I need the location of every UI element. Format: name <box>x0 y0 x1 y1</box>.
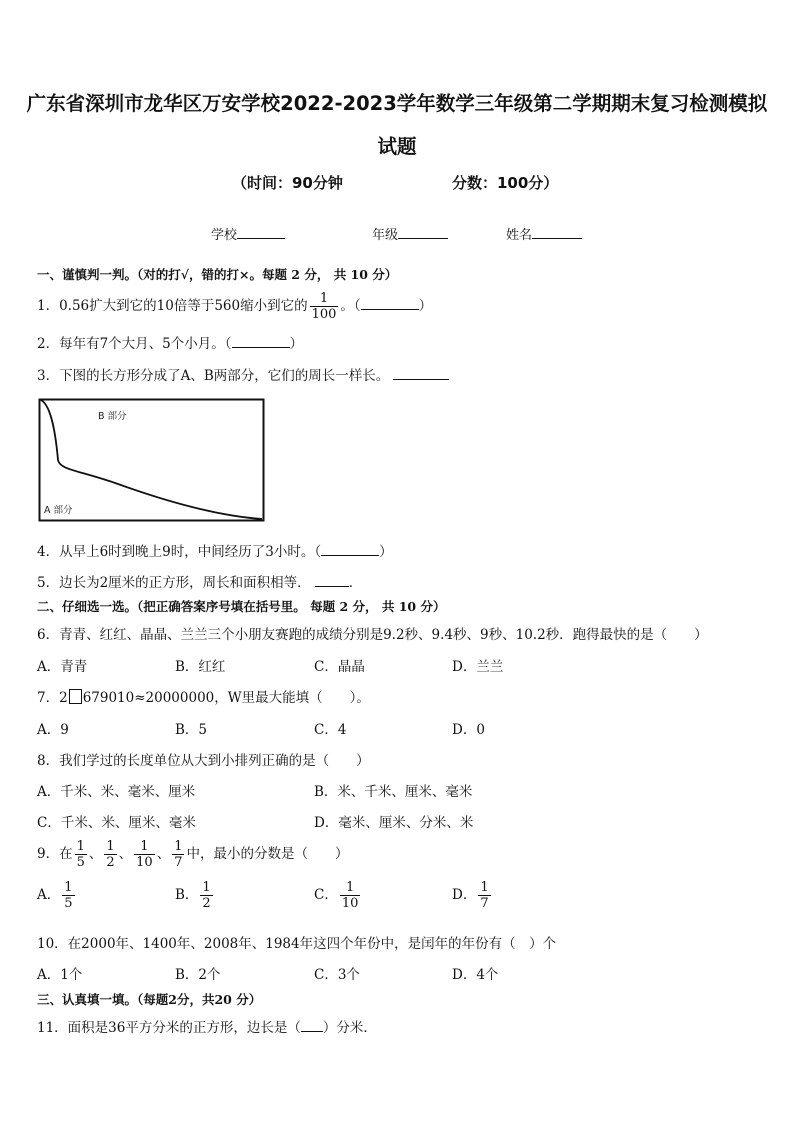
label-b-part: B 部分 <box>98 411 127 422</box>
question-5-text: 5．边长为2厘米的正方形，周长和面积相等． <box>37 575 311 591</box>
q10-option-c[interactable]: C．3个 <box>314 967 360 983</box>
fraction-1-2: $\frac{1}{2}$ <box>106 839 115 870</box>
q7-option-b[interactable]: B．5 <box>175 722 208 738</box>
question-9-prefix: 9．在 <box>37 846 73 862</box>
answer-blank-5[interactable] <box>315 586 349 587</box>
score-label: 分数：100分） <box>452 174 559 192</box>
question-9: 9．在 $\frac{1}{5}$ 、 $\frac{1}{2}$ 、 $\frac{1}{10}$ 、 $\frac{1}{7}$ 中，最小的分数是（ ） <box>37 839 349 870</box>
q9-option-b[interactable]: B． $\frac{1}{2}$ <box>175 880 211 911</box>
question-8: 8．我们学过的长度单位从大到小排列正确的是（ ） <box>37 753 370 769</box>
question-6: 6．青青、红红、晶晶、兰兰三个小朋友赛跑的成绩分别是9.2秒、9.4秒、9秒、10.2秒．跑得最快的是（ ） <box>37 627 708 643</box>
question-1-tail: 。（ <box>340 298 361 314</box>
question-5 <box>37 571 362 591</box>
question-9-tail: 中，最小的分数是（ ） <box>186 846 349 862</box>
q7-option-d[interactable]: D．0 <box>452 722 485 738</box>
page-title: 广东省深圳市龙华区万安学校2022-2023学年数学三年级第二学期期末复习检测模拟 <box>26 92 768 115</box>
section-heading-fill: 三、认真填一填。（每题2分，共20 分） <box>37 992 262 1007</box>
question-4-close: ） <box>379 544 393 560</box>
answer-blank-3[interactable] <box>393 379 449 380</box>
name-blank <box>532 238 582 239</box>
question-1-close: ） <box>418 298 433 314</box>
grade-blank <box>398 238 448 239</box>
q6-option-c[interactable]: C．晶晶 <box>314 659 365 675</box>
label-a-part: A 部分 <box>44 505 73 516</box>
section-heading-judge: 一、谨慎判一判。（对的打√，错的打×。每题 2 分， 共 10 分） <box>37 267 398 282</box>
blank-square-icon <box>69 689 82 704</box>
question-3 <box>37 364 449 384</box>
fraction-numerator: 1 <box>319 291 329 306</box>
rectangle-outline <box>40 400 264 521</box>
q7-option-a[interactable]: A．9 <box>37 722 69 738</box>
section-heading-choose: 二、仔细选一选。（把正确答案序号填在括号里。 每题 2 分， 共 10 分） <box>37 599 446 614</box>
school-field <box>211 224 285 243</box>
q6-option-d[interactable]: D．兰兰 <box>452 659 504 675</box>
q9-option-d[interactable]: D． $\frac{1}{7}$ <box>452 880 489 911</box>
time-label: （时间：90分钟 <box>232 174 343 192</box>
question-2-text: 2．每年有7个大月、5个小月。（ <box>37 336 232 352</box>
school-blank <box>237 238 285 239</box>
q7-option-c[interactable]: C．4 <box>314 722 347 738</box>
question-4-text: 4．从早上6时到晚上9时，中间经历了3小时。（ <box>37 544 322 560</box>
q10-option-d[interactable]: D．4个 <box>452 967 499 983</box>
fraction-1-5: $\frac{1}{5}$ <box>76 839 85 870</box>
q8-option-d[interactable]: D．毫米、厘米、分米、米 <box>314 815 474 831</box>
name-label: 姓名 <box>506 228 533 243</box>
question-2-close: ） <box>289 336 304 352</box>
question-2 <box>37 332 303 352</box>
question-11-text: 11．面积是36平方分米的正方形，边长是（ <box>37 1020 301 1036</box>
q6-option-a[interactable]: A．青青 <box>37 659 88 675</box>
question-10: 10．在2000年、1400年、2008年、1984年这四个年份中，是闰年的年份有（ ）个 <box>37 936 557 952</box>
question-11 <box>37 1016 377 1036</box>
grade-field <box>372 224 448 243</box>
fraction-denominator: 100 <box>311 307 337 322</box>
answer-blank-1[interactable] <box>361 309 419 310</box>
answer-blank-11[interactable] <box>301 1031 323 1032</box>
question-5-tail: ． <box>348 575 363 591</box>
question-1 <box>37 291 432 322</box>
q10-option-a[interactable]: A．1个 <box>37 967 83 983</box>
question-7-prefix: 7．2 <box>37 690 68 706</box>
q8-option-b[interactable]: B．米、千米、厘米、毫米 <box>314 784 473 800</box>
dividing-curve <box>41 400 262 519</box>
q6-option-b[interactable]: B．红红 <box>175 659 226 675</box>
question-7 <box>37 686 370 706</box>
answer-blank-4[interactable] <box>321 555 379 556</box>
q8-option-c[interactable]: C．千米、米、厘米、毫米 <box>37 815 196 831</box>
q8-option-a[interactable]: A．千米、米、毫米、厘米 <box>37 784 196 800</box>
q9-option-a[interactable]: A． $\frac{1}{5}$ <box>37 880 73 911</box>
grade-label: 年级 <box>372 228 399 243</box>
question-7-text: 679010≈20000000，W里最大能填（ ）。 <box>82 690 370 706</box>
q9-option-c[interactable]: C． $\frac{1}{10}$ <box>314 880 359 911</box>
q10-option-b[interactable]: B．2个 <box>175 967 221 983</box>
question-4 <box>37 540 393 560</box>
question-1-text: 1．0.56扩大到它的10倍等于560缩小到它的 <box>37 298 308 314</box>
question-3-text: 3．下图的长方形分成了A、B两部分，它们的周长一样长。 <box>37 368 390 384</box>
rectangle-figure <box>38 398 265 522</box>
school-label: 学校 <box>211 228 238 243</box>
fraction-1-10: $\frac{1}{10}$ <box>136 839 153 870</box>
fraction-1-100 <box>310 291 339 322</box>
fraction-1-7: $\frac{1}{7}$ <box>174 839 183 870</box>
answer-blank-2[interactable] <box>232 347 290 348</box>
question-11-tail: ）分米． <box>322 1020 377 1036</box>
page-title-continued: 试题 <box>377 135 417 158</box>
rectangle-diagram <box>38 398 265 522</box>
name-field <box>506 224 582 243</box>
